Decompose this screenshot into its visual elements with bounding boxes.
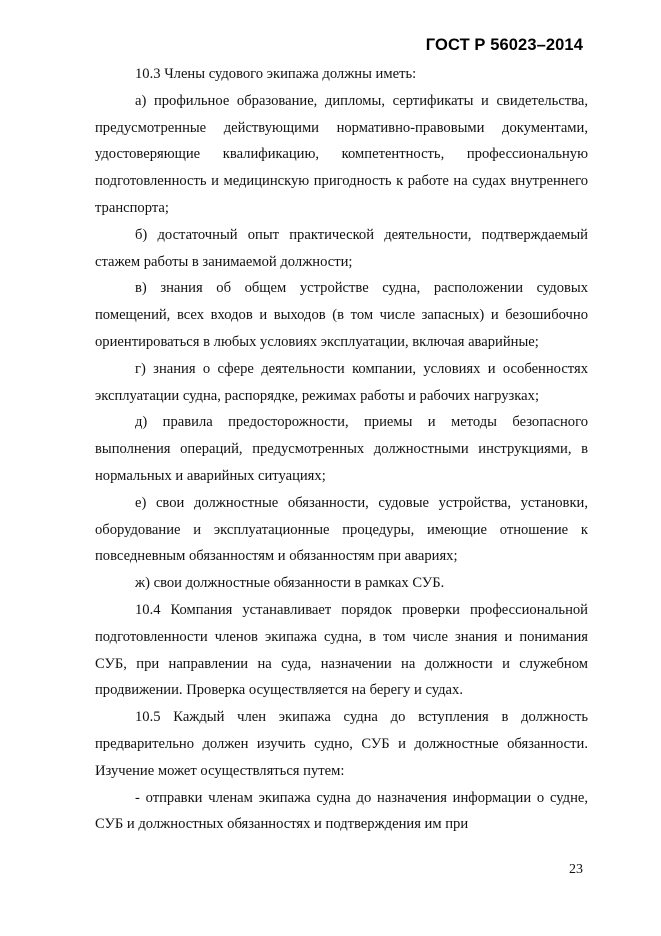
list-item-zh: ж) свои должностные обязанности в рамках СУБ. (135, 575, 445, 592)
paragraph-10-4: 10.4 Компания устанавливает порядок проверки профессиональной подготовленности членов экипажа судна, в том числе знания и понимания СУБ, при направлении на суда, назначении на должности и служебном продвижении. Проверка осуществляется на берегу и судах. (95, 601, 588, 699)
list-item-b: б) достаточный опыт практической деятельности, подтверждаемый стажем работы в занимаемой должности; (95, 226, 588, 270)
page-number: 23 (569, 862, 583, 877)
list-item-v: в) знания об общем устройстве судна, расположении судовых помещений, всех входов и выходов (в том числе запасных) и безошибочно ориентироваться в любых условиях эксплуатации, включая аварийные; (95, 280, 588, 350)
dash-list-item: - отправки членам экипажа судна до назначения информации о судне, СУБ и должностных обязанностях и подтверждения им при (95, 789, 588, 833)
paragraph-10-5: 10.5 Каждый член экипажа судна до вступления в должность предварительно должен изучить судно, СУБ и должностные обязанности. Изучение может осуществляться путем: (95, 709, 588, 779)
list-item-a: а) профильное образование, дипломы, сертификаты и свидетельства, предусмотренные действующими нормативно-правовыми документами, удостоверяющие квалификацию, компетентность, профессиональную подготовленность и медицинскую пригодность к работе на судах внутреннего транспорта; (95, 92, 588, 216)
document-code-header: ГОСТ Р 56023–2014 (425, 36, 583, 54)
list-item-e: е) свои должностные обязанности, судовые устройства, установки, оборудование и эксплуатационные процедуры, имеющие отношение к повседневным обязанностям и обязанностям при авариях; (95, 494, 588, 565)
paragraph-10-3: 10.3 Члены судового экипажа должны иметь: (135, 66, 417, 82)
list-item-d: д) правила предосторожности, приемы и методы безопасного выполнения операций, предусмотренных должностными инструкциями, в нормальных и аварийных ситуациях; (95, 414, 588, 484)
document-body (95, 61, 588, 838)
list-item-g: г) знания о сфере деятельности компании, условиях и особенностях эксплуатации судна, распорядке, режимах работы и рабочих нагрузках; (95, 360, 588, 404)
